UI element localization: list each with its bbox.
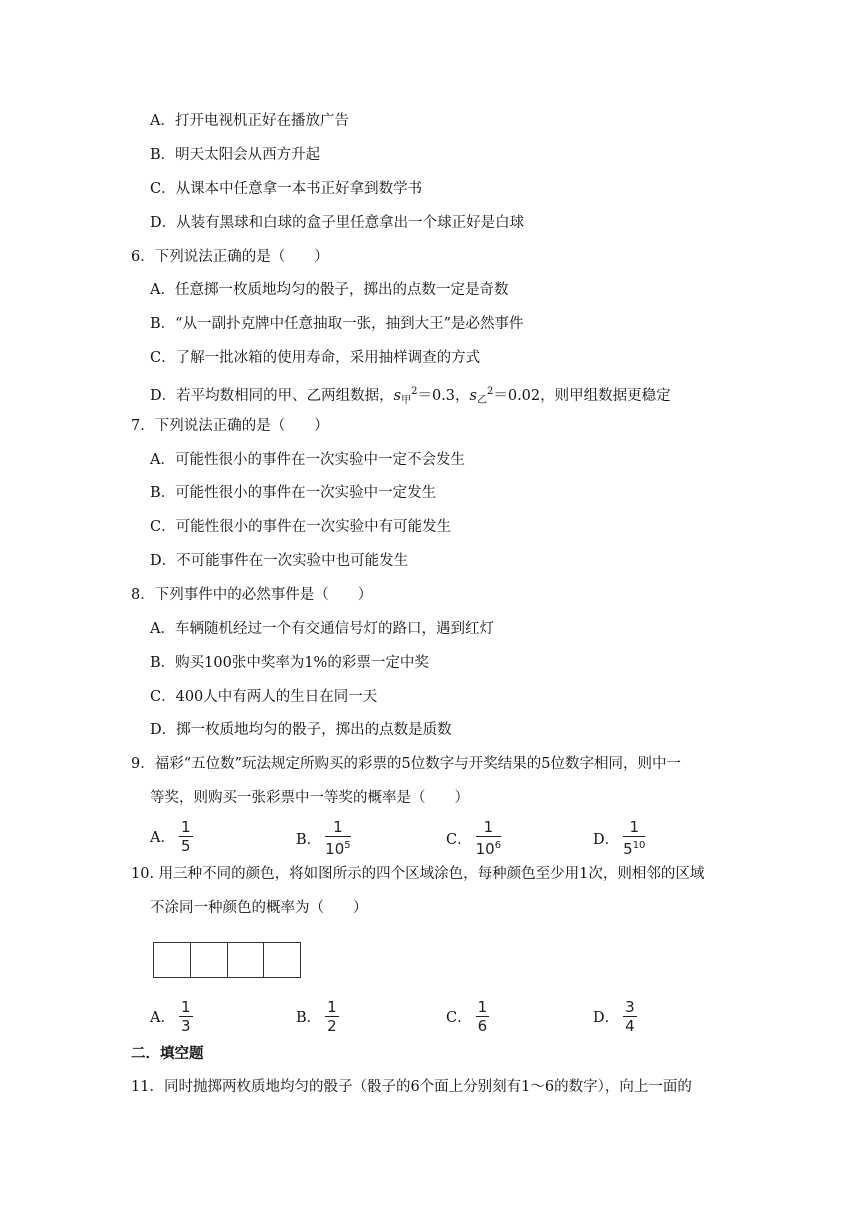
choice-label: A． [150,830,175,846]
denominator: 4 [625,1017,635,1035]
denominator: 6 [477,1017,488,1035]
q6-option-c: C．了解一批冰箱的使用寿命，采用抽样调查的方式 [150,350,481,366]
denominator-base: 5 [180,837,191,855]
q6-d-suffix: ＝0.02，则甲组数据更稳定 [493,388,671,404]
q5-option-b: B．明天太阳会从西方升起 [150,147,321,163]
denominator: 2 [327,1017,337,1035]
fraction [325,999,339,1034]
q7-option-a: A．可能性很小的事件在一次实验中一定不会发生 [150,452,465,468]
variance-subscript: 甲 [401,395,412,406]
four-region-figure [153,942,301,978]
q9-choice-d [593,819,645,857]
region-cell [264,943,300,977]
denominator [623,838,645,857]
q7-option-c: C．可能性很小的事件在一次实验中有可能发生 [150,519,452,535]
numerator: 1 [327,998,337,1016]
variance-exponent: 2 [486,386,494,397]
numerator: 1 [629,818,640,836]
numerator: 3 [625,998,635,1016]
choice-label: B． [296,1010,322,1026]
q7-stem: 7．下列说法正确的是（ ） [131,418,329,434]
denominator-base: 10 [475,840,495,858]
q7-option-d: D．不可能事件在一次实验中也可能发生 [150,553,409,569]
q9-stem-line1: 9．福彩“五位数”玩法规定所购买的彩票的5位数字与开奖结果的5位数字相同，则中一 [131,756,681,772]
q9-stem-line2: 等奖，则购买一张彩票中一等奖的概率是（ ） [150,790,469,806]
denominator-base: 5 [623,840,633,858]
q10-stem-line1: 10. 用三种不同的颜色，将如图所示的四个区域涂色，每种颜色至少用1次，则相邻的区域 [131,866,705,882]
denominator [325,838,350,857]
q10-stem-line2: 不涂同一种颜色的概率为（ ） [150,900,368,916]
q10-choice-b [296,999,339,1034]
q6-option-d [150,382,671,411]
numerator: 1 [180,818,191,836]
q5-option-a: A．打开电视机正好在播放广告 [150,113,349,129]
q11-stem-line1: 11．同时抛掷两枚质地均匀的骰子（骰子的6个面上分别刻有1～6的数字），向上一面的 [131,1079,692,1095]
q10-choice-a [150,999,193,1034]
q9-choice-b [296,819,351,857]
choice-label: C． [446,1010,472,1026]
fraction [325,819,350,857]
q8-option-c: C．400人中有两人的生日在同一天 [150,689,378,705]
numerator: 1 [477,998,488,1016]
choice-label: B． [296,831,322,848]
numerator: 1 [333,818,343,836]
q6-d-prefix: D．若平均数相同的甲、乙两组数据， [150,388,394,404]
q8-option-d: D．掷一枚质地均匀的骰子，掷出的点数是质数 [150,722,452,738]
region-cell [154,943,191,977]
choice-label: D． [593,831,620,848]
fraction [179,819,193,854]
region-cell [191,943,228,977]
denominator-exponent: 6 [494,840,502,851]
q9-choice-a [150,819,193,854]
q6-d-mid: ＝0.3， [417,388,470,404]
q10-choice-c [446,999,489,1034]
fraction [476,819,501,857]
choice-label: C． [446,831,472,848]
section-heading-fill-in: 二．填空题 [131,1046,204,1062]
q8-stem: 8．下列事件中的必然事件是（ ） [131,587,373,603]
fraction [476,999,490,1034]
q9-choice-c [446,819,501,857]
variance-subscript: 乙 [476,395,487,406]
q6-stem: 6．下列说法正确的是（ ） [131,249,329,265]
denominator-exponent: 5 [344,840,351,851]
q6-option-b: B．“从一副扑克牌中任意抽取一张，抽到大王”是必然事件 [150,316,524,332]
denominator-base: 10 [325,840,345,858]
denominator-exponent: 10 [632,840,646,851]
choice-label: A． [150,1010,175,1026]
q5-option-d: D．从装有黑球和白球的盒子里任意拿出一个球正好是白球 [150,215,525,231]
numerator: 1 [483,818,494,836]
variance-symbol: s [393,388,402,404]
q6-option-a: A．任意掷一枚质地均匀的骰子，掷出的点数一定是奇数 [150,282,509,298]
fraction [623,999,637,1034]
fraction [623,819,645,857]
fraction [179,999,193,1034]
choice-label: D． [593,1010,620,1026]
region-cell [228,943,265,977]
q7-option-b: B．可能性很小的事件在一次实验中一定发生 [150,485,437,501]
denominator [476,838,501,857]
q10-choice-d [593,999,637,1034]
denominator [181,838,191,854]
q5-option-c: C．从课本中任意拿一本书正好拿到数学书 [150,181,423,197]
denominator: 3 [180,1017,191,1035]
q8-option-b: B．购买100张中奖率为1%的彩票一定中奖 [150,655,429,671]
q8-option-a: A．车辆随机经过一个有交通信号灯的路口，遇到红灯 [150,621,494,637]
variance-exponent: 2 [411,386,418,397]
variance-symbol: s [469,388,477,404]
numerator: 1 [180,998,191,1016]
